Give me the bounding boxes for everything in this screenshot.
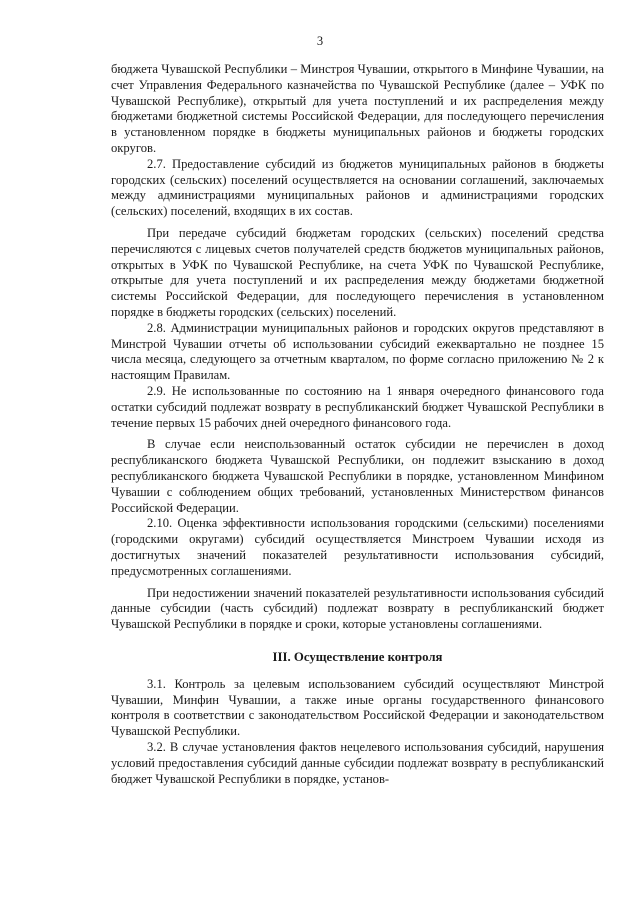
paragraph-2-8: 2.8. Администрации муниципальных районов и городских округов представляют в Минстрой Чувашии отчеты об использовании субсидий ежеквартально не позднее 15 числа месяца, следующего за отчетным кварталом, по форме согласно приложению № 2 к настоящим Правилам. xyxy=(111,320,604,383)
paragraph-2-10-non-achievement: При недостижении значений показателей результативности использования субсидий данные субсидии (часть субсидий) подлежат возврату в республиканский бюджет Чувашской Республики в порядке и сроки, которые установлены соглашениями. xyxy=(111,585,604,632)
section-heading: III. Осуществление контроля xyxy=(272,649,443,664)
paragraph-2-7: 2.7. Предоставление субсидий из бюджетов муниципальных районов в бюджеты городских (сельских) поселений осуществляется на основании соглашений, заключаемых между администрациями муниципальных районов и администрациями городских (сельских) поселений, входящих в их состав. xyxy=(111,156,604,219)
document-body xyxy=(111,62,604,787)
paragraph-2-9: 2.9. Не использованные по состоянию на 1 января очередного финансового года остатки субсидий подлежат возврату в республиканский бюджет Чувашской Республики в течение первых 15 рабочих дней очередного финансового года. xyxy=(111,383,604,430)
paragraph-2-7-transfer: При передаче субсидий бюджетам городских (сельских) поселений средства перечисляются с лицевых счетов получателей средств бюджетов муниципальных районов, открытых в УФК по Чувашской Республике, на счета УФК по Чувашской Республике, открытые для учета поступлений и их распределения между бюджетами бюджетной системы Российской Федерации, для последующего перечисления в установленном порядке в бюджеты городских (сельских) поселений. xyxy=(111,225,604,319)
paragraph-2-9-unused-balance: В случае если неиспользованный остаток субсидии не перечислен в доход республиканского бюджета Чувашской Республики, он подлежит взысканию в доход республиканского бюджета Чувашской Республики в порядке, установленном Минфином Чувашии с соблюдением общих требований, установленных Министерством финансов Российской Федерации. xyxy=(111,437,604,515)
paragraph-3-2: 3.2. В случае установления фактов нецелевого использования субсидий, нарушения условий предоставления субсидий данные субсидии подлежат возврату в республиканский бюджет Чувашской Республики в порядке, установ- xyxy=(111,740,604,786)
page-number: 3 xyxy=(316,34,324,48)
paragraph-continuation: бюджета Чувашской Республики – Минстроя Чувашии, открытого в Минфине Чувашии, на счет Управления Федерального казначейства по Чувашской Республике (далее – УФК по Чувашской Республике), открытый для учета поступлений и их распределения между бюджетами бюджетной системы Российской Федерации, для последующего перечисления в установленном порядке в бюджеты муниципальных районов и бюджеты городских округов. xyxy=(111,62,604,155)
paragraph-2-10: 2.10. Оценка эффективности использования городскими (сельскими) поселениями (городскими округами) субсидий осуществляется Минстроем Чувашии исходя из достигнутых значений показателей результативности использования субсидий, предусмотренных соглашениями. xyxy=(111,516,604,578)
paragraph-3-1: 3.1. Контроль за целевым использованием субсидий осуществляют Минстрой Чувашии, Минфин Чувашии, а также иные органы государственного финансового контроля в соответствии с законодательством Российской Федерации и законодательством Чувашской Республики. xyxy=(111,676,604,739)
